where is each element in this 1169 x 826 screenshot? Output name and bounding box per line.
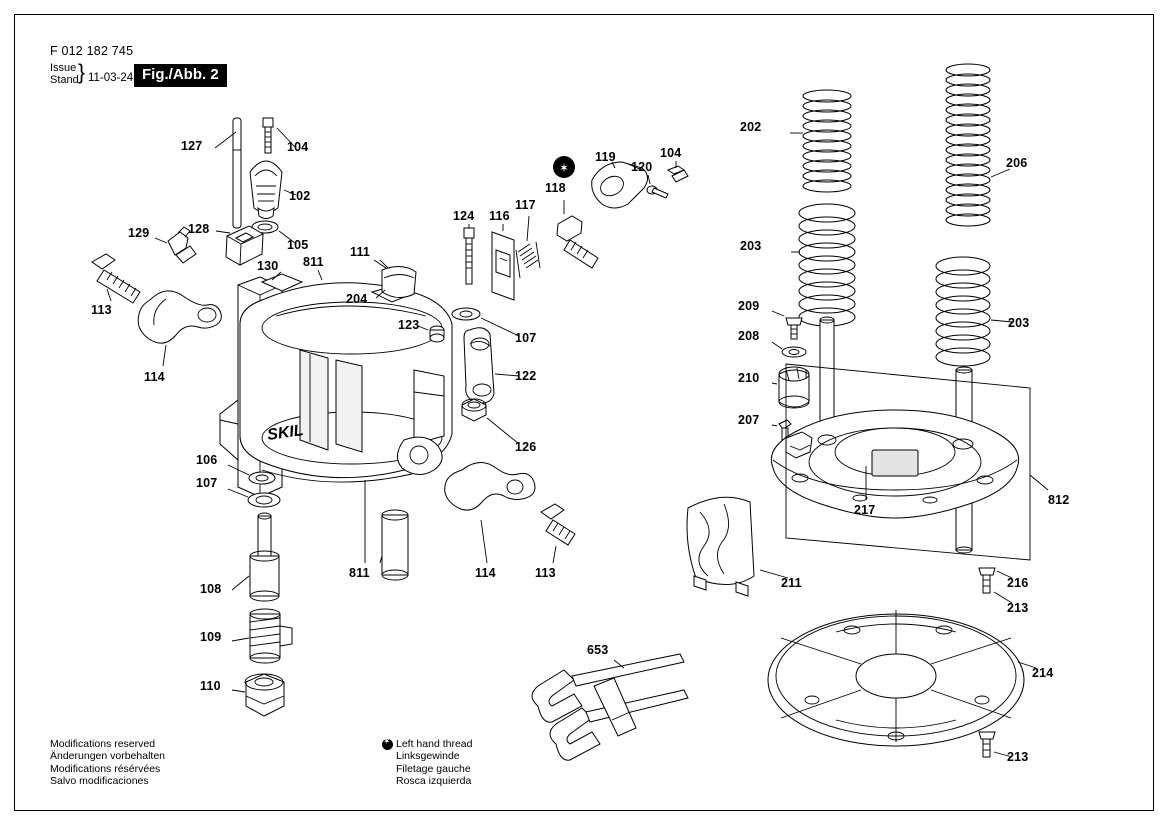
callout-130: 130: [257, 259, 279, 273]
callout-217: 217: [854, 503, 876, 517]
part-214-base-cover: [768, 610, 1024, 746]
part-104-screw-top: [263, 118, 273, 153]
part-116-plate: [492, 232, 514, 300]
part-124-bolt: [464, 228, 474, 284]
callout-213: 213: [1007, 750, 1029, 764]
part-104-screw-right: [668, 166, 688, 182]
part-216-screw: [979, 568, 995, 593]
callout-127: 127: [181, 139, 203, 153]
part-811-tube: [382, 510, 408, 580]
part-210-dial: [779, 367, 809, 408]
issue-date: 11-03-24: [88, 72, 134, 84]
callout-102: 102: [289, 189, 311, 203]
callout-113: 113: [535, 566, 556, 580]
legend-line-0: Left hand thread: [396, 738, 473, 750]
callout-113: 113: [91, 303, 112, 317]
callout-119: 119: [595, 150, 616, 164]
part-102-knob: [250, 161, 282, 219]
part-217-base-plate: [771, 410, 1018, 518]
callout-105: 105: [287, 238, 309, 252]
figure-label: Fig./Abb. 2: [134, 64, 227, 87]
issue-brace: }: [78, 61, 86, 84]
callout-104: 104: [287, 140, 309, 154]
part-114-knob-lower: [445, 462, 535, 510]
callout-111: 111: [350, 245, 371, 259]
callout-117: 117: [515, 198, 536, 212]
callout-126: 126: [515, 440, 537, 454]
callout-811: 811: [303, 255, 324, 269]
callout-120: 120: [631, 160, 653, 174]
part-113-bolt-lower: [541, 504, 575, 545]
part-202-spring: [803, 90, 851, 192]
callout-128: 128: [188, 222, 210, 236]
footer-line-1: Änderungen vorbehalten: [50, 750, 166, 763]
callout-104: 104: [660, 146, 682, 160]
svg-text:✶: ✶: [558, 161, 570, 175]
callout-129: 129: [128, 226, 150, 240]
callout-213: 213: [1007, 601, 1029, 615]
footer-line-2: Modifications résérvées: [50, 762, 161, 775]
legend-line-1: Linksgewinde: [396, 750, 460, 763]
callout-108: 108: [200, 582, 222, 596]
part-number: F 012 182 745: [50, 44, 134, 58]
callout-216: 216: [1007, 576, 1029, 590]
part-123-pin: [430, 326, 444, 342]
callout-122: 122: [515, 369, 537, 383]
callout-116: 116: [489, 209, 510, 223]
callout-214: 214: [1032, 666, 1054, 680]
callout-107: 107: [196, 476, 218, 490]
brand-text: SKIL: [266, 422, 305, 444]
part-208-washer: [782, 347, 806, 357]
part-122-lever: [464, 328, 494, 403]
callout-811: 811: [349, 566, 370, 580]
part-653-wrenches: [532, 654, 688, 760]
callout-114: 114: [144, 370, 165, 384]
part-113-bolt-upper: [92, 254, 140, 303]
part-107-washer-mid: [452, 308, 480, 320]
callout-107: 107: [515, 331, 537, 345]
part-106-washer: [249, 472, 275, 484]
part-110-nut: [245, 674, 284, 716]
legend-line-3: Rosca izquierda: [396, 775, 472, 788]
part-127-rod: [233, 118, 241, 228]
footer-line-0: Modifications reserved: [50, 738, 156, 750]
callout-204: 204: [346, 292, 368, 306]
callout-812: 812: [1048, 493, 1070, 507]
part-107-washer-lower: [248, 493, 280, 507]
callout-202: 202: [740, 120, 762, 134]
part-114-knob-upper: [138, 291, 221, 343]
callout-109: 109: [200, 630, 222, 644]
footer-line-3: Salvo modificaciones: [50, 775, 149, 788]
callout-208: 208: [738, 329, 760, 343]
callout-206: 206: [1006, 156, 1028, 170]
part-211-bracket: [687, 497, 754, 596]
part-120-pin: [647, 186, 668, 198]
callout-653: 653: [587, 643, 609, 657]
footer-modifications: [50, 738, 165, 788]
callout-110: 110: [200, 679, 221, 693]
star-circle-icon: [382, 739, 393, 753]
legend-line-2: Filetage gauche: [396, 762, 471, 775]
part-206-spring: [946, 64, 990, 226]
callout-211: 211: [781, 576, 802, 590]
callout-118: 118: [545, 181, 566, 195]
callout-209: 209: [738, 299, 760, 313]
issue-label-en: Issue: [50, 62, 77, 74]
part-204-cap: [382, 266, 416, 297]
callout-203: 203: [1008, 316, 1030, 330]
part-213-screw-bottom: [979, 732, 995, 757]
callout-203: 203: [740, 239, 762, 253]
part-108-shaft: [250, 513, 279, 601]
part-130-router-base-housing: [220, 274, 452, 497]
legend-left-hand-thread: [396, 738, 472, 788]
callout-207: 207: [738, 413, 760, 427]
callout-106: 106: [196, 453, 218, 467]
callout-210: 210: [738, 371, 760, 385]
part-209-screw: [786, 318, 802, 339]
callout-114: 114: [475, 566, 496, 580]
issue-label-de: Stand: [50, 74, 79, 86]
part-118-bolt-lht: [557, 216, 598, 268]
callout-124: 124: [453, 209, 475, 223]
part-117-spring: [516, 242, 540, 278]
callout-123: 123: [398, 318, 420, 332]
part-109-threaded-sleeve: [250, 609, 292, 663]
